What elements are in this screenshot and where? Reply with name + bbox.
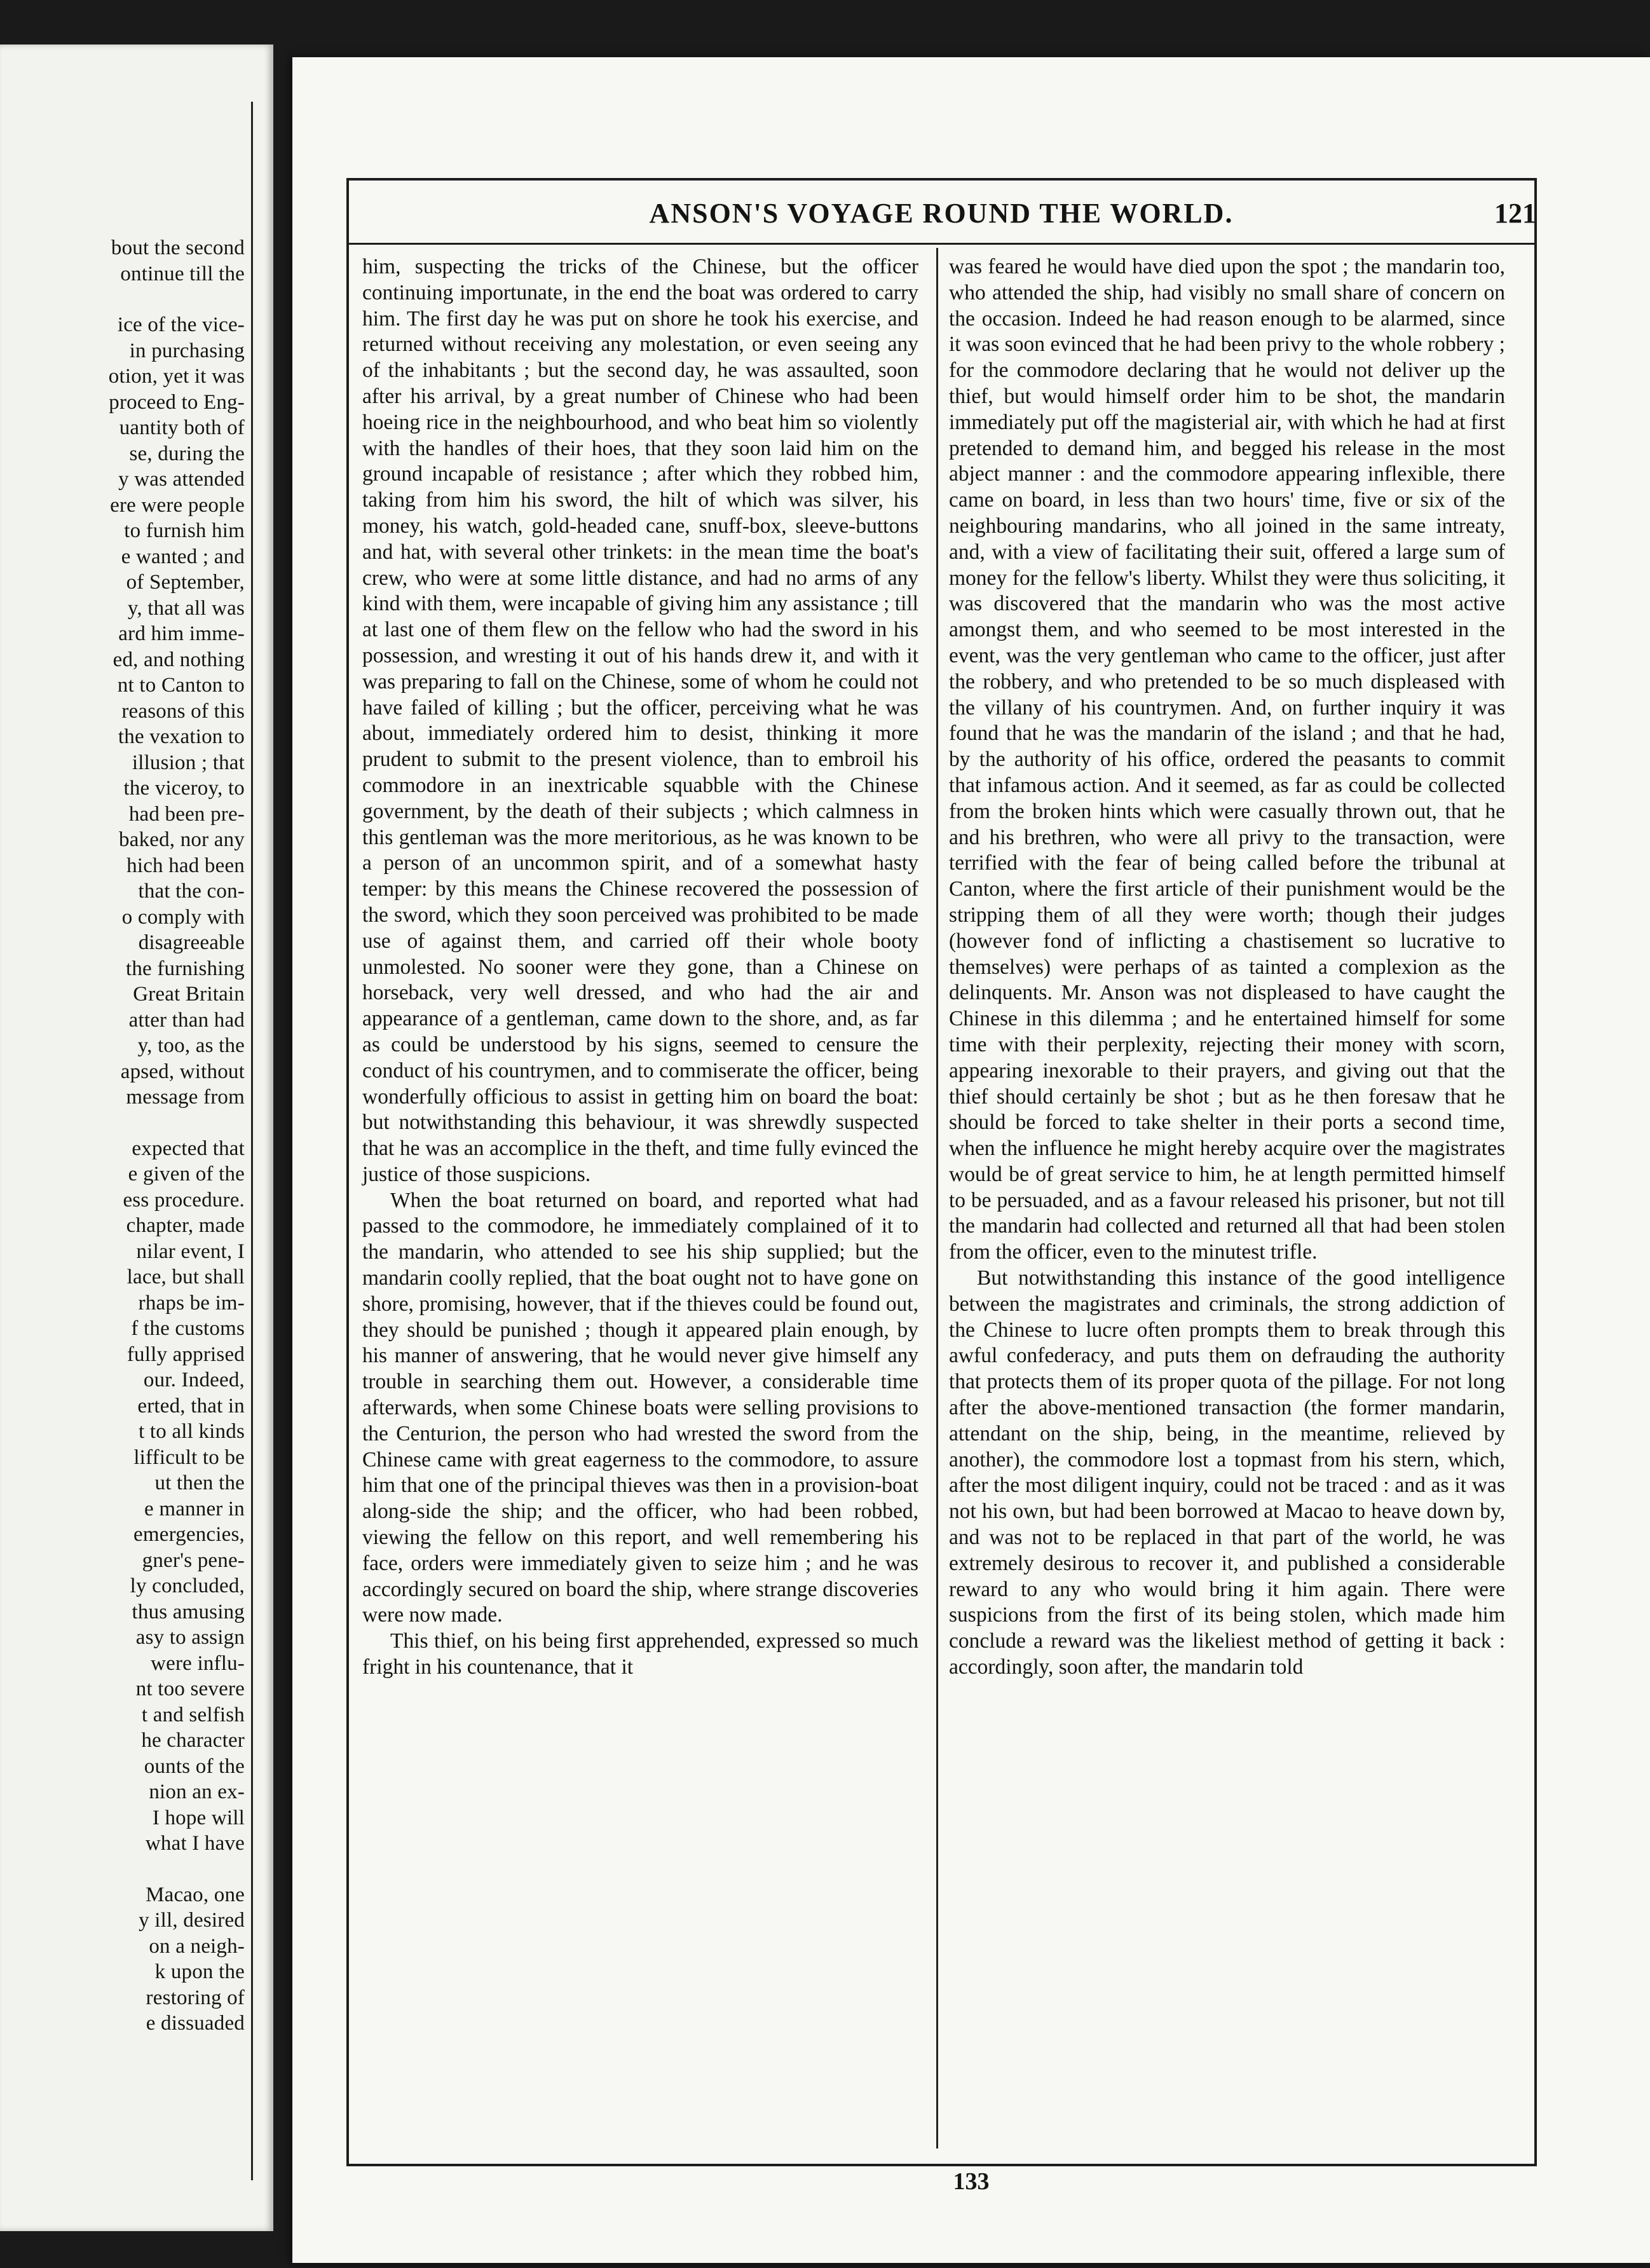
text-line: disagreeable [138,931,245,954]
text-line: proceed to Eng- [109,390,245,414]
text-line: ess procedure. [123,1188,245,1212]
text-line: nt too severe [135,1677,245,1700]
text-line: that the con- [138,880,245,903]
text-line: apsed, without [120,1060,245,1083]
text-line: ed, and nothing [112,648,245,671]
text-line: e given of the [128,1163,245,1185]
text-line: hich had been [126,854,245,877]
text-line: asy to assign [135,1626,245,1649]
page-number: 121 [1494,198,1536,229]
text-line: f the customs [131,1317,245,1340]
text-line: reasons of this [121,699,245,723]
text-line: ly concluded, [130,1575,245,1597]
text-line: the vexation to [118,725,245,748]
text-line: bout the second [111,236,245,259]
text-line: message from [126,1086,245,1109]
text-line: y ill, desired [139,1909,245,1932]
text-line: ut then the [154,1472,245,1494]
text-line: e dissuaded [146,2012,245,2035]
running-title: ANSON'S VOYAGE ROUND THE WORLD. [649,198,1234,229]
text-line: fully apprised [126,1342,245,1366]
text-line: emergencies, [133,1523,245,1546]
text-line: on a neigh- [149,1934,245,1958]
text-line: y, too, as the [137,1034,245,1057]
text-line: rhaps be im- [138,1291,245,1315]
text-line: nt to Canton to [117,674,245,697]
text-line: e manner in [144,1497,245,1520]
paragraph: But notwithstanding this instance of the good intelligence between the magistrates and criminals, the strong addiction of the Chinese to lucre often prompts them to break through this awful confederacy, and puts them on defrauding the authority that protects them of its proper quota of the pillage. For not long after the above-mentioned transaction (the former mandarin, attendant on the ship, being, in the meantime, relieved by another), the commodore lost a topmast from his stern, which, after the most diligent inquiry, could not be traced : and as it was not his own, but had been borrowed at Macao to heave down by, and was not to be replaced in that part of the world, he was extremely desirous to recover it, and published a considerable reward to any who would bring it him again. There were suspicions from the first of its being stolen, which made him conclude a reward was the likeliest method of getting it back : accordingly, soon after, the mandarin told [949,1266,1505,1679]
paragraph: him, suspecting the tricks of the Chinese, but the officer continuing importunate, in the end the boat was ordered to carry him. The first day he was put on shore he took his exercise, and returned without receiving any molestation, or even seeing any of the inhabitants ; but the second day, he was assaulted, soon after his arrival, by a great number of Chinese who had been hoeing rice in the neighbourhood, and who beat him so violently with the handles of their hoes, that they soon laid him on the ground incapable of resistance ; after which they robbed him, taking from him his sword, the hilt of which was silver, his money, his watch, gold-headed cane, snuff-box, sleeve-buttons and hat, with several other trinkets: in the mean time the boat's crew, who were at some little distance, and had no arms of any kind with them, were incapable of giving him any assistance ; till at last one of them flew on the fellow who had the sword in his possession, and wresting it out of his hands drew it, and with it was preparing to fall on the Chinese, some of whom he could not have failed of killing ; but the officer, perceiving what he was about, immediately ordered him to desist, thinking it more prudent to submit to the present violence, than to embroil his commodore in an inextricable squabble with the Chinese government, by the death of their subjects ; which calmness in this gentleman was the more meritorious, as he was known to be a person of an uncommon spirit, and of a somewhat hasty temper: by this means the Chinese recovered the possession of the sword, which they soon perceived was prohibited to be made use of against them, and carried off their whole booty unmolested. No sooner were they gone, than a Chinese on horseback, very well dressed, and who had the air and appearance of a gentleman, came down to the shore, and, as far as could be understood by his signs, seemed to censure the conduct of his countrymen, and to commiserate the officer, being wonderfully officious to assist in getting him on board the boat: but notwithstanding this behaviour, it was shrewdly suspected that he was an accomplice in the theft, and time fully evinced the justice of those suspicions. [362,255,918,1186]
text-line: Great Britain [133,983,245,1006]
text-line: k upon the [154,1960,245,1983]
line-gap [0,287,245,312]
text-line: what I have [145,1832,245,1855]
text-line: ontinue till the [120,262,245,285]
text-column-left [362,254,918,1681]
text-line: t to all kinds [139,1420,245,1443]
text-line: y, that all was [127,596,245,620]
text-line: ere were people [110,493,245,517]
text-line: illusion ; that [132,751,245,774]
text-line: lifficult to be [133,1445,245,1469]
text-line: restoring of [146,1986,245,2009]
text-line: nilar event, I [136,1240,245,1263]
text-line: baked, nor any [119,828,245,851]
text-line: the viceroy, to [123,777,245,800]
text-line: erted, that in [137,1394,245,1418]
text-line: to furnish him [124,519,245,542]
text-column-right [949,254,1505,1681]
text-line: of September, [126,571,245,594]
text-line: ice of the vice- [117,313,245,336]
text-line: chapter, made [126,1214,245,1237]
text-line: the furnishing [125,957,245,980]
text-line: ard him imme- [118,622,245,645]
paragraph: This thief, on his being first apprehended, expressed so much fright in his countenance, that it [362,1629,918,1679]
signature-mark: 133 [953,2168,990,2195]
text-line: uantity both of [119,416,245,439]
line-gap [0,1110,245,1136]
header-rule [346,243,1537,245]
left-page-fragment [0,44,273,2231]
paragraph: When the boat returned on board, and reported what had passed to the commodore, he immediately complained of it to the mandarin, who attended to see his ship supplied; but the mandarin coolly replied, that the boat ought not to have gone on shore, promising, however, that if the thieves could be found out, they should be punished ; though it appeared plain enough, by his manner of answering, that he would never give himself any trouble in searching them out. However, a considerable time afterwards, when some Chinese boats were selling provisions to the Centurion, the person who had wrested the sword from the Chinese came with great eagerness to the commodore, to assure him that one of the principal thieves was then in a provision-boat along-side the ship; and the officer, who had been robbed, viewing the fellow on this report, and well remembering his face, orders were immediately given to seize him ; and he was accordingly secured on board the ship, where strange discoveries were now made. [362,1188,918,1627]
left-page-rule [251,102,253,2180]
text-line: ounts of the [144,1754,245,1778]
text-line: lace, but shall [126,1266,245,1288]
text-line: were influ- [151,1651,245,1675]
text-line: o comply with [121,905,245,929]
text-line: he character [141,1729,245,1752]
text-line: otion, yet it was [108,365,245,388]
text-line: expected that [132,1137,245,1160]
text-line: gner's pene- [142,1548,245,1572]
text-line: our. Indeed, [143,1369,245,1391]
line-gap [0,1857,245,1882]
text-line: e wanted ; and [121,545,245,568]
text-line: atter than had [128,1008,245,1032]
paragraph: was feared he would have died upon the spot ; the mandarin too, who attended the ship, had visibly no small share of concern on the occasion. Indeed he had reason enough to be alarmed, since it was soon evinced that he had been privy to the whole robbery ; for the commodore declaring that he would not deliver up the thief, but would himself order him to be shot, the mandarin immediately put off the magisterial air, with which he had at first pretended to demand him, and begged his release in the most abject manner : and the commodore appearing inflexible, there came on board, in less than two hours' time, five or six of the neighbouring mandarins, who all joined in the same intreaty, and, with a view of facilitating their suit, offered a large sum of money for the fellow's liberty. Whilst they were thus soliciting, it was discovered that the mandarin who was the most active amongst them, and who seemed to be most interested in the event, was the very gentleman who came to the officer, just after the robbery, and who pretended to be so much displeased with the villany of his countrymen. And, on further inquiry it was found that he was the mandarin of the island ; and that he had, by the authority of his office, ordered the peasants to commit that infamous action. And it seemed, as far as could be collected from the broken hints which were casually thrown out, that he and his brethren, who were all privy to the transaction, were terrified with the fear of being called before the tribunal at Canton, where the first article of their punishment would be the stripping them of all they were worth; though their judges (however fond of inflicting a chastisement so lucrative to themselves) were perhaps of as tainted a complexion as the delinquents. Mr. Anson was not displeased to have caught the Chinese in this dilemma ; and he entertained himself for some time with their perplexity, rejecting their money with scorn, appearing inexorable to their prayers, and giving out that the thief should certainly be shot ; but as he then foresaw that he should be forced to take shelter in their ports a second time, when the influence he might hereby acquire over the magistrates would be of great service to him, he at length permitted himself to be persuaded, and as a favour released his prisoner, but not till the mandarin had collected and returned all that had been stolen from the officer, even to the minutest trifle. [949,255,1505,1264]
text-line: thus amusing [132,1600,245,1623]
text-line: in purchasing [129,339,245,362]
text-line: Macao, one [146,1883,245,1906]
text-line: I hope will [152,1806,245,1829]
text-line: nion an ex- [149,1780,245,1803]
text-line: t and selfish [141,1703,245,1726]
text-line: y was attended [118,468,245,491]
column-rule [936,248,938,2148]
right-page [292,57,1650,2263]
text-line: had been pre- [128,802,245,826]
left-page-text [0,235,245,2037]
text-line: se, during the [129,442,245,465]
running-header [346,197,1536,235]
